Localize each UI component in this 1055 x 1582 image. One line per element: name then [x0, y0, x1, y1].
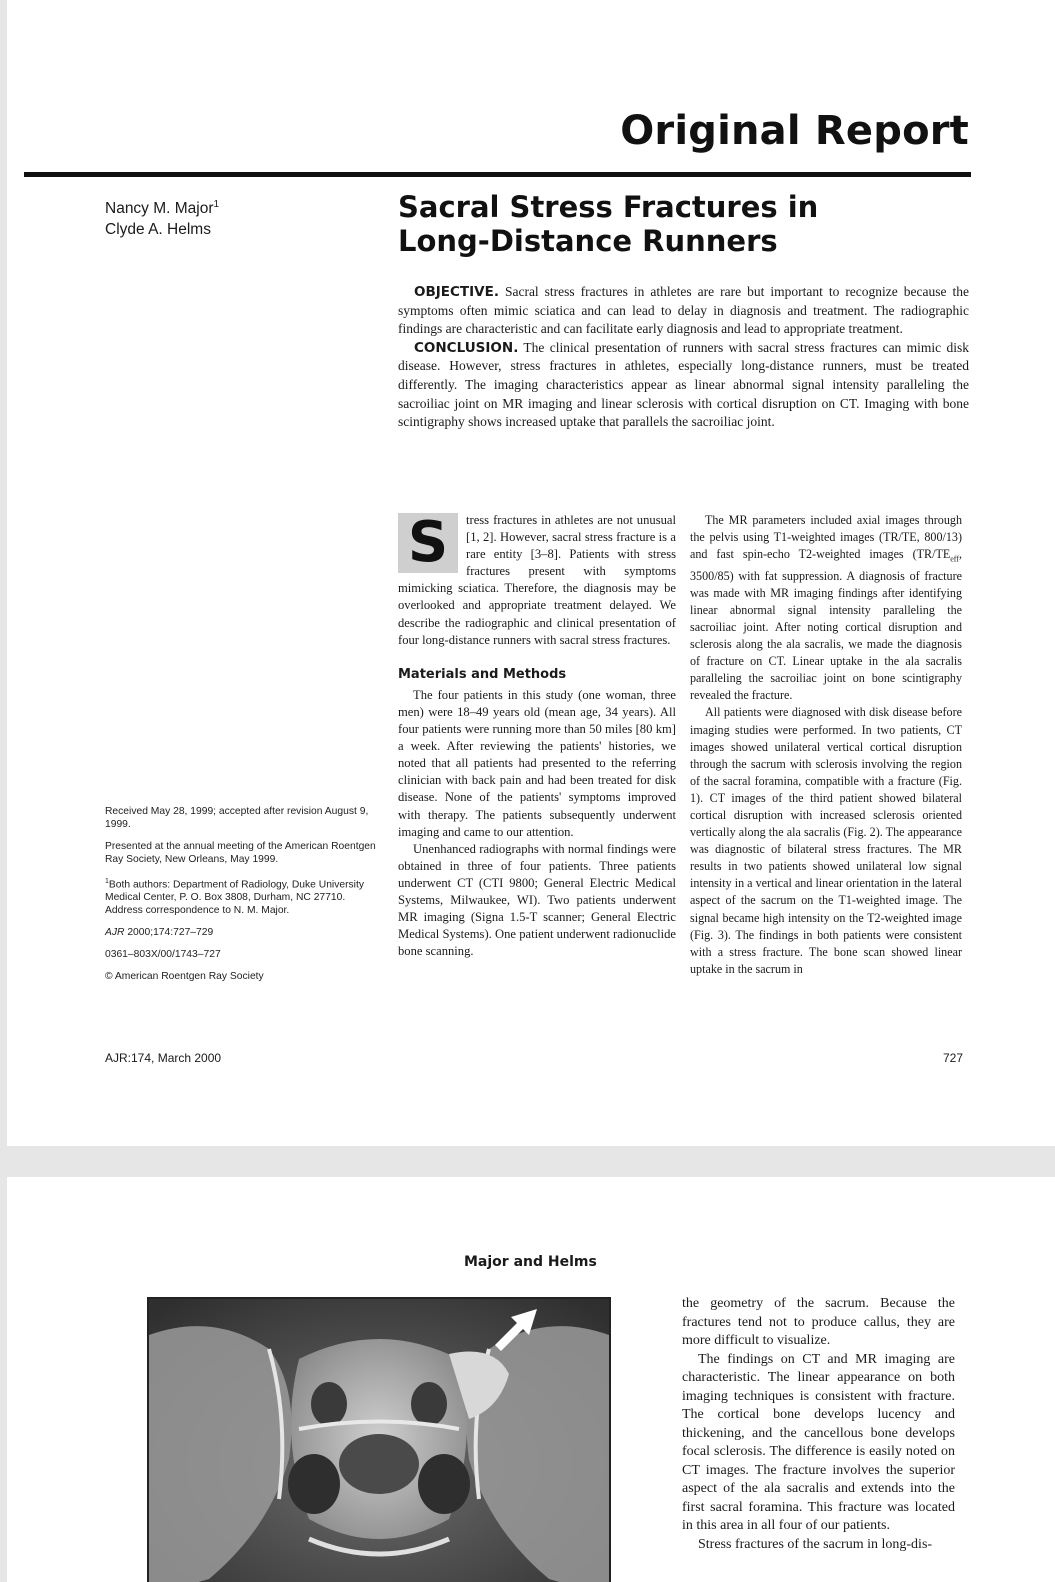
abstract [398, 283, 969, 432]
article-title: Sacral Stress Fractures in Long-Distance Runners [398, 190, 819, 258]
body-column-page2 [682, 1295, 955, 1554]
ct-figure-image [147, 1297, 611, 1582]
page-728 [7, 1177, 1055, 1582]
body-paragraph: Unenhanced radiographs with normal findings were obtained in three of four patients. Three patients underwent CT (CTI 9800; General Electric Medical Systems, Milwaukee, WI). Two patients underwent MR imaging (Signa 1.5-T scanner; General Electric Medical Systems). One patient underwent radionuclide bone scanning. [398, 841, 676, 959]
header-rule [24, 172, 971, 177]
body-column-right [690, 512, 962, 978]
presented-note: Presented at the annual meeting of the American Roentgen Ray Society, New Orleans, May 1999. [105, 841, 376, 865]
affiliation: $^1$Both authors: Department of Radiology, Duke University Medical Center, P. O. Box 3808, Durham, NC 27710. Address correspondence to N. M. Major. [105, 878, 364, 917]
author-name: Nancy M. Major$^1$ [105, 199, 220, 218]
issn: 0361–803X/00/1743–727 [105, 949, 221, 961]
received-date: Received May 28, 1999; accepted after revision August 9, 1999. [105, 806, 369, 830]
body-column-left [398, 512, 676, 960]
copyright: © American Roentgen Ray Society [105, 971, 264, 983]
running-head: Major and Helms [464, 1254, 597, 1270]
section-heading: Materials and Methods [398, 666, 567, 682]
abstract-conclusion: CONCLUSION. The clinical presentation of runners with sacral stress fractures can mimic disk disease. However, stress fractures in athletes, especially long-distance runners, must be treated differently. The imaging characteristics appear as linear abnormal signal intensity paralleling the sacroiliac joint on MR imaging and linear sclerosis with cortical disruption on CT. Imaging with bone scintigraphy shows increased uptake that parallels the sacroiliac joint. [398, 339, 969, 430]
body-paragraph: the geometry of the sacrum. Because the fractures tend not to produce callus, they are more difficult to visualize. [682, 1296, 955, 1348]
body-paragraph: All patients were diagnosed with disk disease before imaging studies were performed. In two patients, CT images showed unilateral vertical cortical disruption through the sacrum with sclerosis involving the region of the sacral foramina, compatible with a fracture (Fig. 1). CT images of the third patient showed bilateral cortical disruption with increased sclerosis oriented vertically along the ala sacralis (Fig. 2). The appearance was diagnostic of bilateral stress fractures. The MR results in two patients showed unilateral low signal intensity in a vertical and linear orientation in the lateral aspect of the sacrum on the T1-weighted image. The signal became high intensity on the T2-weighted image (Fig. 3). The findings in both patients were consistent with a stress fracture. The bone scan showed linear uptake in the sacrum in [690, 705, 962, 976]
citation: AJR 2000;174:727–729 [105, 927, 214, 939]
page-727 [7, 0, 1055, 1146]
body-paragraph: The four patients in this study (one woman, three men) were 18–49 years old (mean age, 34 years). All four patients were running more than 50 miles [80 km] a week. After reviewing the patients' histories, we noted that all patients had presented to the referring clinician with back pain and had been treated for disk disease. None of the patients' symptoms improved with therapy. The patients subsequently underwent imaging and came to our attention. [398, 687, 676, 839]
intro-paragraph: tress fractures in athletes are not unusual [1, 2]. However, sacral stress fracture is a rare entity [3–8]. Patients with stress fractures present with symptoms mimicking sciatica. Therefore, the diagnosis may be overlooked and appropriate treatment delayed. We describe the radiographic and clinical presentation of four long-distance runners with sacral stress fractures. [398, 513, 676, 647]
ct-scan-illustration [149, 1299, 609, 1582]
abstract-objective: OBJECTIVE. Sacral stress fractures in athletes are rare but important to recognize because the symptoms often mimic sciatica and can lead to delay in diagnosis and treatment. The radiographic findings are characteristic and can facilitate early diagnosis and lead to appropriate treatment. [398, 284, 969, 337]
section-header: Original Report [620, 108, 969, 154]
article-metadata [105, 805, 385, 992]
author-list [105, 194, 219, 240]
drop-cap: S [398, 513, 458, 573]
page-number: 727 [942, 1051, 963, 1065]
body-paragraph: Stress fractures of the sacrum in long-dis- [698, 1536, 933, 1552]
body-paragraph: The findings on CT and MR imaging are characteristic. The linear appearance on both imaging techniques is consistent with fracture. The cortical bone develops lucency and thickening, and the cancellous bone develops focal sclerosis. The difference is easily noted on CT images. The fracture involves the superior aspect of the ala sacralis and extends into the first sacral foramina. This fracture was located in this area in all four of our patients. [682, 1351, 955, 1533]
body-paragraph: The MR parameters included axial images through the pelvis using T1-weighted images (TR/TE, 800/13) and fast spin-echo T2-weighted images ($TR/TE_{eff}$, 3500/85) with fat suppression. A diagnosis of fracture was made with MR imaging findings after identifying linear abnormal signal intensity paralleling the sacroiliac joint. After noting cortical disruption and sclerosis along the ala sacralis, we made the diagnosis of fracture on CT. Linear uptake in the ala sacralis paralleling the sacroiliac joint on bone scintigraphy revealed the fracture. [690, 513, 962, 703]
author-name: Clyde A. Helms [105, 221, 211, 239]
footer-journal: AJR:174, March 2000 [105, 1051, 222, 1065]
